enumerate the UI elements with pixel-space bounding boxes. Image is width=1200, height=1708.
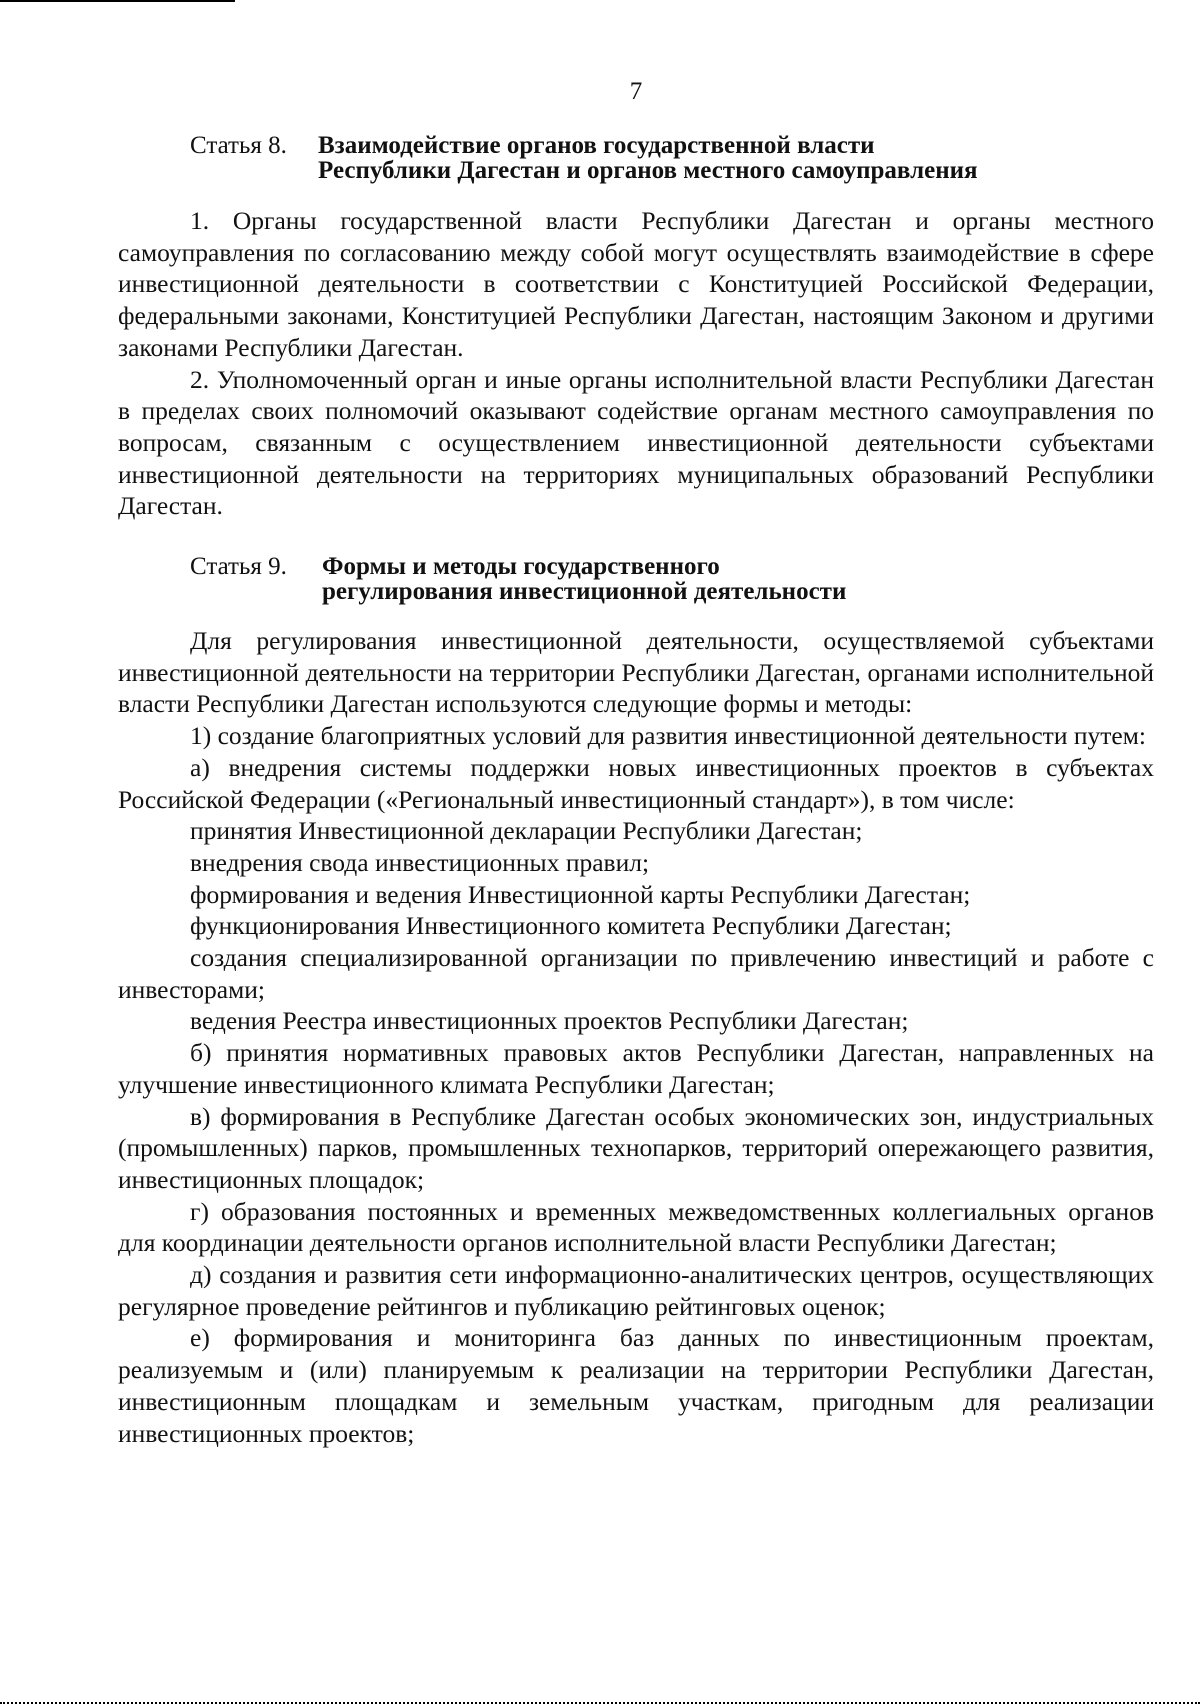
article-9-item-v: в) формирования в Республике Дагестан особых экономических зон, индустриальных (промышленных) парков, промышленных технопарков, территорий опережающего развития, инвестиционных площадок; — [118, 1101, 1154, 1194]
article-9-paragraph-intro: Для регулирования инвестиционной деятельности, осуществляемой субъектами инвестиционной деятельности на территории Республики Дагестан, органами исполнительной власти Республики Дагестан используются следующие формы и методы: — [118, 626, 1154, 719]
article-9-subitem-rules: внедрения свода инвестиционных правил; — [190, 847, 650, 877]
article-9-body — [118, 625, 1154, 1449]
article-9-subitem-registry: ведения Реестра инвестиционных проектов Республики Дагестан; — [190, 1006, 909, 1036]
article-9-item-b: б) принятия нормативных правовых актов Республики Дагестан, направленных на улучшение инвестиционного климата Республики Дагестан; — [118, 1038, 1154, 1099]
article-8-label: Статья 8. — [190, 132, 287, 159]
article-8-title — [318, 133, 978, 183]
article-9-title — [322, 554, 846, 604]
article-8-title-line-1: Взаимодействие органов государственной власти — [318, 132, 875, 159]
scan-edge-top — [0, 0, 235, 2]
article-9-item-e: е) формирования и мониторинга баз данных по инвестиционным проектам, реализуемым и (или) планируемым к реализации на территории Республики Дагестан, инвестиционным площадкам и земельным участкам, пригодным для реализации инвестиционных проектов; — [118, 1323, 1154, 1448]
article-9-label: Статья 9. — [190, 553, 287, 580]
article-9-subitem-map: формирования и ведения Инвестиционной карты Республики Дагестан; — [190, 879, 971, 909]
scan-edge-bottom — [0, 1702, 1200, 1706]
article-9-item-g: г) образования постоянных и временных межведомственных коллегиальных органов для координации деятельности органов исполнительной власти Республики Дагестан; — [118, 1196, 1154, 1258]
article-8-title-line-2: Республики Дагестан и органов местного самоуправления — [318, 157, 978, 184]
article-9-item-a: а) внедрения системы поддержки новых инвестиционных проектов в субъектах Российской Федерации («Региональный инвестиционный стандарт»), в том числе: — [118, 752, 1154, 814]
article-8-heading — [190, 133, 978, 183]
article-9-title-line-2: регулирования инвестиционной деятельности — [322, 578, 847, 605]
page-number: 7 — [629, 78, 643, 105]
article-8-body — [118, 205, 1154, 522]
article-9-item-d: д) создания и развития сети информационно-аналитических центров, осуществляющих регулярное проведение рейтингов и публикацию рейтинговых оценок; — [118, 1260, 1154, 1321]
article-9-title-line-1: Формы и методы государственного — [322, 553, 720, 580]
article-8-paragraph-1: 1. Органы государственной власти Республики Дагестан и органы местного самоуправления по согласованию между собой могут осуществлять взаимодействие в сфере инвестиционной деятельности в соответствии с Конституцией Российской Федерации, федеральными законами, Конституцией Республики Дагестан, настоящим Законом и другими законами Республики Дагестан. — [118, 206, 1154, 362]
article-9-subitem-committee: функционирования Инвестиционного комитета Республики Дагестан; — [190, 911, 952, 941]
article-9-subitem-declaration: принятия Инвестиционной декларации Республики Дагестан; — [190, 816, 863, 846]
article-9-item-1: 1) создание благоприятных условий для развития инвестиционной деятельности путем: — [190, 721, 1146, 751]
article-9-heading — [190, 554, 846, 604]
article-9-subitem-organization: создания специализированной организации по привлечению инвестиций и работе с инвесторами; — [118, 943, 1154, 1004]
article-8-paragraph-2: 2. Уполномоченный орган и иные органы исполнительной власти Республики Дагестан в пределах своих полномочий оказывают содействие органам местного самоуправления по вопросам, связанным с осуществлением инвестиционной деятельности субъектами инвестиционной деятельности на территориях муниципальных образований Республики Дагестан. — [118, 364, 1154, 521]
